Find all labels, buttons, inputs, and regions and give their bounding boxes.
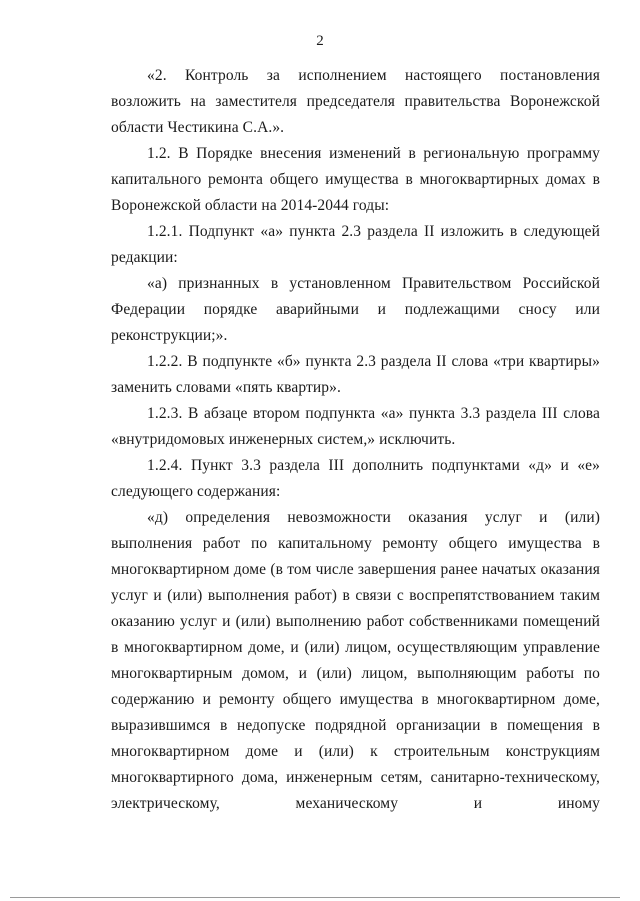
- page-number: 2: [316, 33, 324, 49]
- paragraph-control-clause: «2. Контроль за исполнением настоящего постановления возложить на заместителя председателя правительства Воронежской области Честикина С.А.».: [111, 67, 600, 136]
- paragraph-1-2-4: 1.2.4. Пункт 3.3 раздела III дополнить подпунктами «д» и «е» следующего содержания:: [111, 457, 600, 500]
- document-body: [111, 63, 600, 817]
- paragraph-subitem-a: «а) признанных в установленном Правительством Российской Федерации порядке аварийными и подлежащими сносу или реконструкции;».: [111, 275, 600, 344]
- paragraph-1-2: 1.2. В Порядке внесения изменений в региональную программу капитального ремонта общего имущества в многоквартирных домах в Воронежской области на 2014-2044 годы:: [111, 145, 600, 214]
- paragraph-subitem-d: «д) определения невозможности оказания услуг и (или) выполнения работ по капитальному ремонту общего имущества в многоквартирном доме (в том числе завершения ранее начатых оказания услуг и (или) выполнения работ) в связи с воспрепятствованием таким оказанию услуг и (или) выполнению работ собственниками помещений в многоквартирном доме, и (или) лицом, осуществляющим управление многоквартирным домом, и (или) лицом, выполняющим работы по содержанию и ремонту общего имущества в многоквартирном доме, выразившимся в недопуске подрядной организации в помещения в многоквартирном доме и (или) к строительным конструкциям многоквартирного дома, инженерным сетям, санитарно-техническому, электрическому, механическому и иному: [111, 509, 600, 812]
- paragraph-1-2-2: 1.2.2. В подпункте «б» пункта 2.3 раздела II слова «три квартиры» заменить словами «пять квартир».: [111, 353, 600, 396]
- paragraph-1-2-3: 1.2.3. В абзаце втором подпункта «а» пункта 3.3 раздела III слова «внутридомовых инженерных систем,» исключить.: [111, 405, 600, 448]
- bottom-edge-line: [10, 897, 620, 898]
- paragraph-1-2-1: 1.2.1. Подпункт «а» пункта 2.3 раздела II изложить в следующей редакции:: [111, 223, 600, 266]
